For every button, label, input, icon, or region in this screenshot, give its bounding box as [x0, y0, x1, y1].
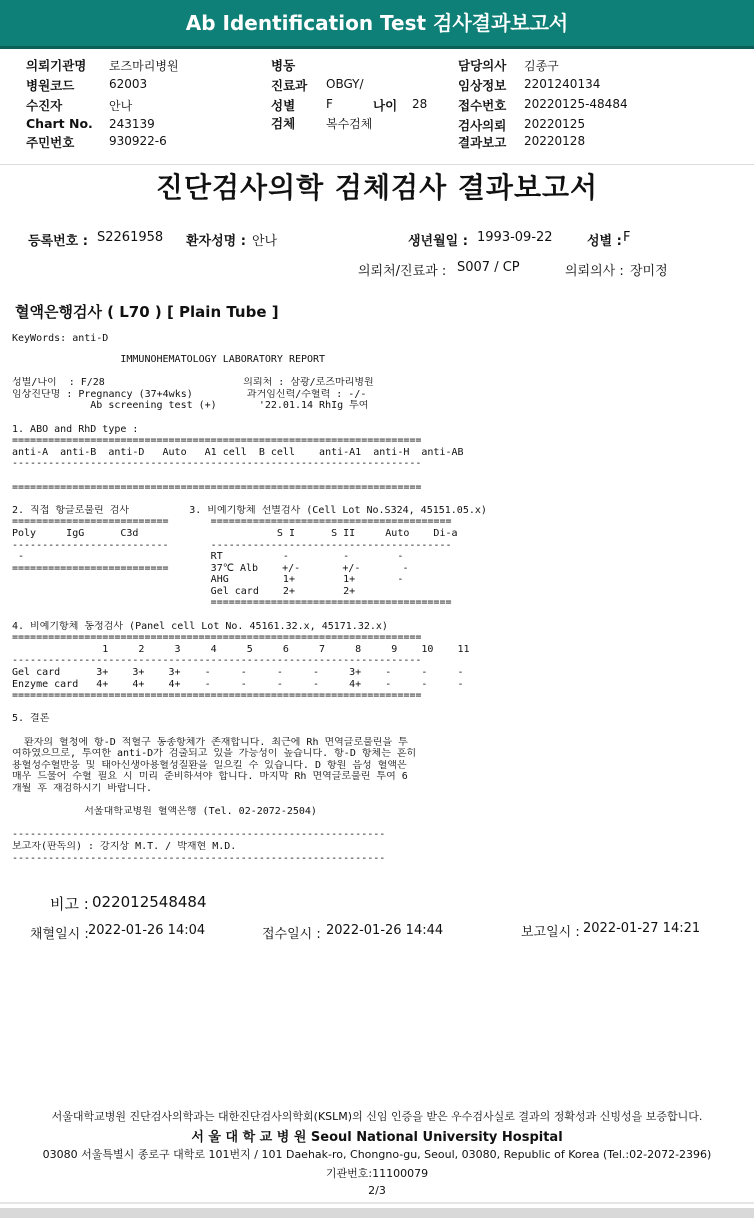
- header-label: 진료과: [271, 78, 308, 93]
- header-label: 검체: [271, 116, 296, 131]
- report-line: 환자의 혈청에 항-D 적혈구 동종항체가 존재합니다. 최근에 Rh 면역글로불린을 투: [12, 736, 408, 748]
- bottom-divider: [0, 1202, 754, 1204]
- name-label: 환자성명 :: [186, 234, 246, 249]
- collect-label: 채혈일시 :: [30, 927, 89, 942]
- header-label: 성별: [271, 98, 296, 113]
- sex-value: F: [623, 230, 631, 245]
- report-line: 4. 비예기항체 동정검사 (Panel cell Lot No. 45161.32.x, 45171.32.x): [12, 620, 388, 632]
- report-line: [12, 366, 742, 378]
- footer-address: 03080 서울특별시 종로구 대학로 101번지 / 101 Daehak-ro, Chongno-gu, Seoul, 03080, Republic of Korea (Tel.:02-2072-2396): [42, 1148, 712, 1161]
- report-line: 성별/나이 : F/28 의뢰처 : 삼광/로즈마리병원: [12, 377, 374, 389]
- report-line: Gel card 2+ 2+: [12, 585, 356, 597]
- report-line: Enzyme card 4+ 4+ 4+ - - - - 4+ - - -: [12, 678, 464, 690]
- report-line: --------------------------------------------------------------: [12, 829, 386, 841]
- report-line: ====================================================================: [12, 435, 422, 447]
- report-line: 임상진단명 : Pregnancy (37+4wks) 과거임신력/수혈력 : -/-: [12, 388, 367, 400]
- receive-value: 2022-01-26 14:44: [326, 923, 444, 938]
- report-line: [12, 412, 742, 424]
- header-value: 김종구: [524, 59, 559, 73]
- report-line: 매우 드물어 수혈 필요 시 미리 준비하셔야 합니다. 마지막 Rh 면역글로불린 투여 6: [12, 771, 408, 783]
- receive-label: 접수일시 :: [262, 927, 321, 942]
- report-line: 서울대학교병원 혈액은행 (Tel. 02-2072-2504): [12, 806, 317, 818]
- reg-label: 등록번호 :: [28, 234, 88, 249]
- report-line: Gel card 3+ 3+ 3+ - - - - 3+ - - -: [12, 667, 464, 679]
- footer-certification: 서울대학교병원 진단검사의학과는 대한진단검사의학회(KSLM)의 신임 인증을 받은 우수검사실로 결과의 정확성과 신빙성을 보증합니다.: [51, 1110, 703, 1123]
- header-value: 930922-6: [109, 134, 167, 148]
- header-value: 20220125-48484: [524, 97, 628, 111]
- report-line: --------------------------------------------------------------: [12, 852, 386, 864]
- bottom-bar: [0, 1208, 754, 1218]
- header-label: 결과보고: [458, 135, 507, 150]
- report-line: 1. ABO and RhD type :: [12, 423, 139, 435]
- name-value: 안나: [252, 234, 278, 249]
- sex-label: 성별 :: [587, 234, 622, 249]
- report-line: --------------------------------------------------------------------: [12, 458, 422, 470]
- header-label: 병동: [271, 58, 296, 73]
- report-line: [12, 702, 742, 714]
- report-line: AHG 1+ 1+ -: [12, 574, 404, 586]
- doctor-label: 의뢰의사 :: [565, 264, 624, 279]
- keywords: KeyWords: anti-D: [12, 333, 109, 344]
- report-line: [12, 493, 742, 505]
- report-line: Ab screening test (+) '22.01.14 RhIg 투여: [12, 400, 369, 412]
- section-title: 혈액은행검사 ( L70 ) [ Plain Tube ]: [15, 303, 279, 321]
- header-value: F: [326, 97, 333, 111]
- report-line: 용혈성수혈반응 및 태아신생아용혈성질환을 일으킬 수 있습니다. D 항원 음성 혈액은: [12, 759, 407, 771]
- divider: [0, 164, 754, 165]
- header-label: 임상정보: [458, 78, 507, 93]
- report-line: ====================================================================: [12, 690, 422, 702]
- report-line: IMMUNOHEMATOLOGY LABORATORY REPORT: [12, 354, 326, 365]
- report-title: 진단검사의학 검체검사 결과보고서: [155, 171, 599, 204]
- header-value: 243139: [109, 117, 155, 131]
- footer-hospital: 서 울 대 학 교 병 원 Seoul National University Hospital: [191, 1130, 563, 1145]
- report-line: 2. 직접 항글로불린 검사 3. 비예기항체 선별검사 (Cell Lot No.S324, 45151.05.x): [12, 504, 487, 516]
- report-line: [12, 470, 742, 482]
- header-label: 수진자: [26, 98, 63, 113]
- report-line: 5. 결론: [12, 713, 50, 725]
- report-value: 2022-01-27 14:21: [583, 921, 701, 936]
- banner-title: Ab Identification Test 검사결과보고서: [185, 11, 569, 35]
- header-label: 접수번호: [458, 98, 507, 113]
- report-line: [12, 795, 742, 807]
- dob-label: 생년월일 :: [408, 234, 468, 249]
- report-line: 1 2 3 4 5 6 7 8 9 10 11: [12, 643, 470, 655]
- header-value: 28: [412, 97, 428, 111]
- header-label: 병원코드: [26, 78, 75, 93]
- report-line: -------------------------- ----------------------------------------: [12, 539, 452, 551]
- header-label: 검사의뢰: [458, 118, 507, 133]
- report-line: [12, 818, 742, 830]
- page-number: 2/3: [368, 1184, 386, 1197]
- report-line: --------------------------------------------------------------------: [12, 655, 422, 667]
- header-value: 20220128: [524, 134, 586, 148]
- report-label: 보고일시 :: [521, 925, 580, 940]
- report-line: ========================================: [12, 597, 452, 609]
- note-label: 비고 :: [50, 895, 89, 913]
- dept-label: 의뢰처/진료과 :: [358, 264, 447, 279]
- report-line: [12, 725, 742, 737]
- header-value: 안나: [109, 99, 133, 113]
- footer-org-no: 기관번호:11100079: [325, 1167, 429, 1180]
- dept-value: S007 / CP: [457, 260, 520, 275]
- dob-value: 1993-09-22: [477, 230, 553, 245]
- header-value: 복수검체: [326, 117, 373, 131]
- report-line: ========================== 37℃ Alb +/- +/- -: [12, 562, 409, 574]
- header-label: 나이: [373, 98, 398, 113]
- reg-value: S2261958: [97, 230, 164, 245]
- header-label: Chart No.: [26, 116, 93, 131]
- report-line: [12, 609, 742, 621]
- report-line: 여하였으므로, 투여한 anti-D가 검출되고 있을 가능성이 높습니다. 항-D 항체는 흔히: [12, 748, 417, 760]
- header-value: 62003: [109, 77, 148, 91]
- report-line: - RT - - -: [12, 551, 404, 563]
- header-label: 주민번호: [26, 135, 75, 150]
- note-value: 022012548484: [92, 893, 207, 911]
- header-value: 로즈마리병원: [109, 59, 179, 73]
- report-line: 보고자(판독의) : 강지상 M.T. / 박재현 M.D.: [12, 840, 237, 852]
- report-line: 개월 후 재검하시기 바랍니다.: [12, 782, 153, 794]
- report-line: Poly IgG C3d S I S II Auto Di-a: [12, 527, 458, 539]
- report-line: ====================================================================: [12, 481, 422, 493]
- header-label: 의뢰기관명: [26, 58, 87, 73]
- header-label: 담당의사: [458, 58, 507, 73]
- report-line: ====================================================================: [12, 632, 422, 644]
- collect-value: 2022-01-26 14:04: [88, 923, 206, 938]
- header-value: OBGY/: [326, 77, 364, 91]
- report-line: anti-A anti-B anti-D Auto A1 cell B cell anti-A1 anti-H anti-AB: [12, 446, 464, 458]
- lab-report-body: [12, 354, 742, 864]
- header-value: 2201240134: [524, 77, 601, 91]
- report-line: ========================== ========================================: [12, 516, 452, 528]
- doctor-value: 장미정: [630, 264, 668, 279]
- header-value: 20220125: [524, 117, 586, 131]
